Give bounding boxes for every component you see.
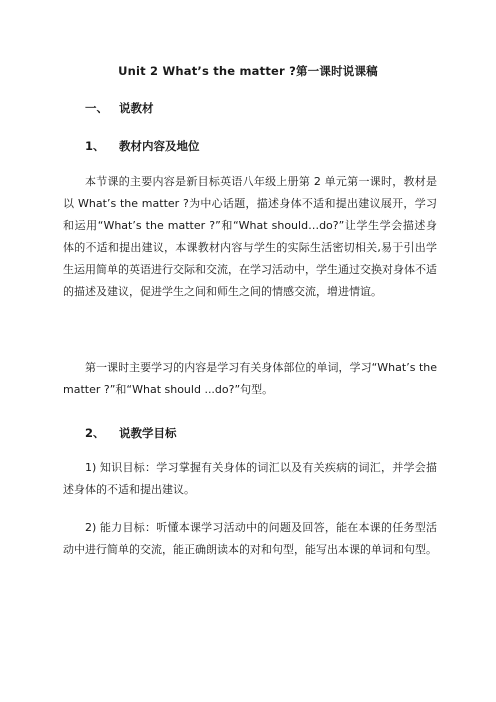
subsection-heading-1 — [85, 138, 200, 154]
subsection-label: 教材内容及地位 — [119, 139, 200, 153]
paragraph-content-intro: 本节课的主要内容是新目标英语八年级上册第 2 单元第一课时，教材是以 What’s the matter ?为中心话题，描述身体不适和提出建议展开，学习和运用“What’s the matter ?”和“What should…do?”让学生学会描述身体的不适和提出建议，本课教材内容与学生的实际生活密切相关,易于引出学生运用简单的英语进行交际和交流，在学习活动中，学生通过交换对身体不适的描述及建议，促进学生之间和师生之间的情感交流，增进情谊。 — [63, 175, 437, 298]
document-title: Unit 2 What’s the matter ?第一课时说课稿 — [118, 64, 378, 78]
section-number: 一、 — [85, 101, 108, 115]
subsection-number: 2、 — [85, 426, 105, 440]
subsection-number: 1、 — [85, 139, 105, 153]
section-label: 说教材 — [119, 101, 154, 115]
subsection-label: 说教学目标 — [119, 426, 177, 440]
paragraph-knowledge-goal: 1) 知识目标：学习掌握有关身体的词汇以及有关疾病的词汇，并学会描述身体的不适和提出建议。 — [63, 461, 437, 496]
paragraph-first-lesson: 第一课时主要学习的内容是学习有关身体部位的单词，学习“What’s the matter ?”和“What should ...do?”句型。 — [63, 361, 437, 396]
section-heading-1 — [85, 100, 154, 116]
paragraph-ability-goal: 2) 能力目标：听懂本课学习活动中的问题及回答，能在本课的任务型活动中进行简单的交流，能正确朗读本的对和句型，能写出本课的单词和句型。 — [63, 521, 437, 556]
subsection-heading-2 — [85, 425, 177, 441]
